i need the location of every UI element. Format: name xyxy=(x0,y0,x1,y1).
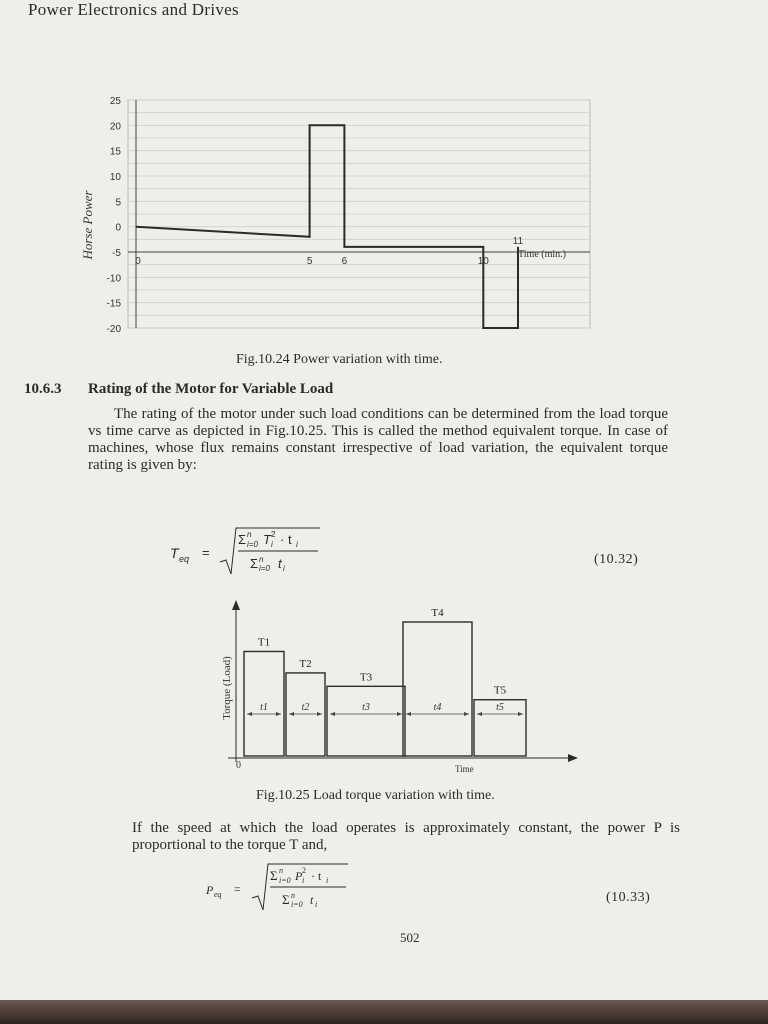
origin-label: 0 xyxy=(236,760,241,771)
torque-label: T3 xyxy=(359,671,373,684)
y-axis-label: Horse Power xyxy=(80,190,95,260)
svg-text:n: n xyxy=(247,530,252,539)
interval-label: t3 xyxy=(362,702,370,713)
paragraph-1 xyxy=(88,406,668,474)
arrow-head xyxy=(406,712,411,716)
torque-bar xyxy=(327,686,405,756)
y-tick-label: -15 xyxy=(106,298,121,310)
svg-text:i=0: i=0 xyxy=(259,564,270,573)
figure-caption-1: Fig.10.24 Power variation with time. xyxy=(236,352,443,367)
torque-label: T4 xyxy=(431,607,444,619)
svg-text:Σ: Σ xyxy=(238,532,247,547)
svg-text:Σ: Σ xyxy=(270,868,278,883)
interval-label: t1 xyxy=(260,702,268,713)
eq1-lhs-sub: eq xyxy=(179,554,190,564)
y-tick-label: -10 xyxy=(106,273,121,285)
equation-10-32 xyxy=(160,522,360,582)
arrow-head xyxy=(330,712,335,716)
x-axis-arrow xyxy=(568,754,578,762)
torque-label: T1 xyxy=(257,636,271,649)
svg-text:2: 2 xyxy=(271,530,276,539)
eq2-lhs: P xyxy=(206,883,214,897)
svg-text:n: n xyxy=(259,555,264,564)
figure-caption-2: Fig.10.25 Load torque variation with time. xyxy=(256,788,495,803)
arrow-head xyxy=(464,712,469,716)
torque-label: T5 xyxy=(493,684,507,697)
svg-text:=: = xyxy=(234,882,241,896)
y-tick-label: 20 xyxy=(109,121,121,133)
equation-number-10-32: (10.32) xyxy=(594,552,639,567)
section-number: 10.6.3 xyxy=(24,381,62,397)
eq2-lhs-sub: eq xyxy=(214,890,222,899)
svg-text:i: i xyxy=(271,540,273,549)
svg-text:i=0: i=0 xyxy=(279,876,291,885)
svg-text:i: i xyxy=(315,900,318,909)
y-tick-label: 25 xyxy=(109,96,121,107)
equation-number-10-33: (10.33) xyxy=(606,890,651,905)
equation-10-33 xyxy=(196,858,396,918)
svg-text:i=0: i=0 xyxy=(291,900,303,909)
arrow-head xyxy=(289,712,294,716)
svg-text:n: n xyxy=(291,891,295,900)
x-axis-label: Time (min.) xyxy=(518,249,566,260)
page-number: 502 xyxy=(400,930,420,945)
y-tick-label: 15 xyxy=(109,146,121,158)
arrow-head xyxy=(247,712,252,716)
paragraph-2: If the speed at which the load operates is approximately constant, the power P is proportional to the torque T and, xyxy=(132,820,680,853)
eq1-lhs: T xyxy=(170,545,179,561)
load-torque-chart xyxy=(0,596,768,786)
torque-axis-label: Torque (Load) xyxy=(221,656,233,720)
svg-text:· t: · t xyxy=(280,532,292,547)
svg-text:i: i xyxy=(302,876,305,885)
y-tick-label: -5 xyxy=(112,248,121,259)
svg-text:=: = xyxy=(202,545,210,560)
svg-text:i: i xyxy=(283,564,285,573)
svg-text:· t: · t xyxy=(311,869,322,883)
time-axis-label: Time xyxy=(455,764,474,774)
y-axis-arrow xyxy=(232,600,240,610)
svg-text:t: t xyxy=(310,893,314,907)
section-heading xyxy=(24,381,333,398)
torque-label: T2 xyxy=(299,657,312,670)
svg-text:Σ: Σ xyxy=(282,892,290,907)
arrow-head xyxy=(397,712,402,716)
arrow-head xyxy=(477,712,482,716)
arrow-head xyxy=(518,712,523,716)
x-tick-label: 5 xyxy=(306,256,313,267)
y-tick-label: 0 xyxy=(115,222,121,234)
x-tick-label: 0 xyxy=(135,256,141,267)
torque-bar xyxy=(403,622,472,756)
svg-text:n: n xyxy=(279,866,283,875)
y-tick-label: 5 xyxy=(115,197,121,209)
svg-text:2: 2 xyxy=(302,866,306,875)
paragraph-1-text: The rating of the motor under such load conditions can be determined from the load torque vs time carve as depicted in Fig.10.25. This is called the method equivalent torque. In case of machines, whose flux remains constant irrespective of load variation, the equivalent torque rating is given by: xyxy=(88,406,668,473)
eq2-squared-symbol: P xyxy=(295,869,303,883)
y-tick-label: -20 xyxy=(106,324,121,335)
svg-text:Σ: Σ xyxy=(250,556,259,571)
svg-text:i=0: i=0 xyxy=(247,540,258,549)
svg-text:i: i xyxy=(296,540,298,549)
x-tick-label: 10 xyxy=(477,256,489,267)
arrow-head xyxy=(276,712,281,716)
running-head: Power Electronics and Drives xyxy=(28,0,239,19)
power-time-chart xyxy=(0,80,768,420)
page-edge-shadow xyxy=(0,1000,768,1024)
arrow-head xyxy=(317,712,322,716)
eq1-squared-symbol: T xyxy=(263,532,271,547)
interval-label: t2 xyxy=(301,702,310,713)
y-tick-label: 10 xyxy=(109,172,121,183)
interval-label: t4 xyxy=(433,702,442,713)
svg-text:i: i xyxy=(326,876,329,885)
svg-text:t: t xyxy=(278,556,282,571)
x-tick-label: 6 xyxy=(341,256,348,267)
section-title: Rating of the Motor for Variable Load xyxy=(88,381,334,397)
interval-label: t5 xyxy=(496,702,504,713)
x-tick-label: 11 xyxy=(512,236,524,247)
